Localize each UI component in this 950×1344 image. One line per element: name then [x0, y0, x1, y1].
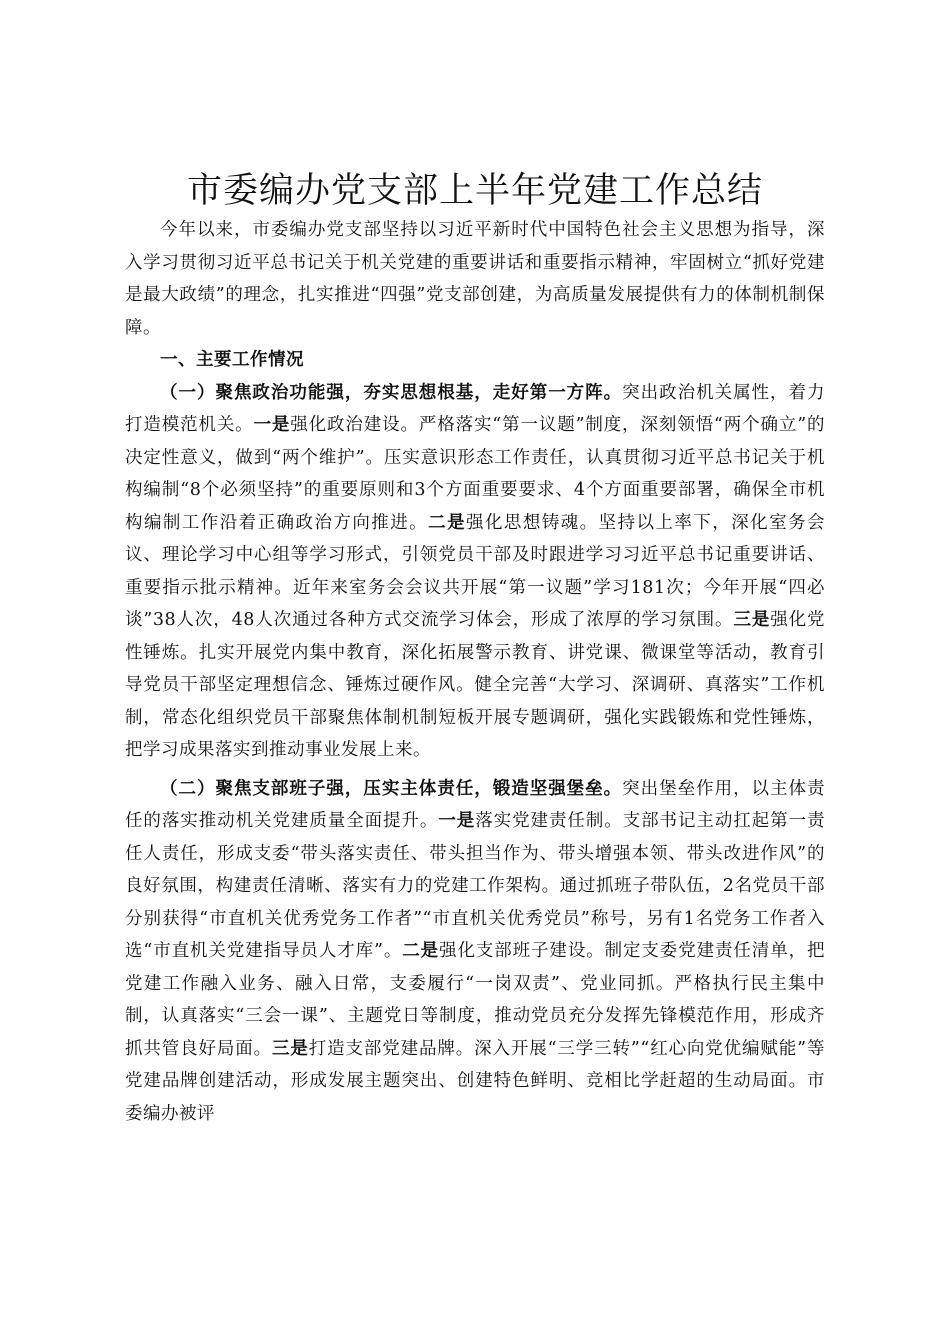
document-title: 市委编办党支部上半年党建工作总结 [186, 171, 763, 211]
document-body [125, 168, 825, 1130]
paragraph-branch-leadership [125, 773, 825, 1131]
point-marker-third: 三是 [733, 610, 771, 630]
intro-paragraph: 今年以来，市委编办党支部坚持以习近平新时代中国特色社会主义思想为指导，深入学习贯彻习近平总书记关于机关党建的重要讲话和重要指示精神，牢固树立“抓好党建是最大政绩”的理念，扎实推进“四强”党支部创建，为高质量发展提供有力的体制机制保障。 [125, 220, 825, 338]
paragraph-text: 强化党性锤炼。扎实开展党内集中教育，深化拓展警示教育、讲党课、微课堂等活动，教育引导党员干部坚定理想信念、锤炼过硬作风。健全完善“大学习、深调研、真落实”工作机制，常态化组织党员干部聚焦体制机制短板开展专题调研，强化实践锻炼和党性锤炼，把学习成果落实到推动事业发展上来。 [125, 610, 826, 760]
paragraph-text: 落实党建责任制。支部书记主动扛起第一责任人责任，形成支委“带头落实责任、带头担当作为、带头增强本领、带头改进作风”的良好氛围，构建责任清晰、落实有力的党建工作架构。通过抓班子带队伍，2名党员干部分别获得“市直机关优秀党务工作者”“市直机关优秀党员”称号，另有1名党务工作者入选“市直机关党建指导员人才库”。 [125, 811, 826, 961]
paragraph-text: 突出堡垒作用，以主体责任的落实推动机关党建质量全面提升。 [125, 778, 826, 831]
point-marker-third: 三是 [272, 1038, 309, 1059]
section-heading-main-work: 一、主要工作情况 [160, 350, 304, 370]
paragraph-text: 强化支部班子建设。制定支委党建责任清单，把党建工作融入业务、融入日常，支委履行“一岗双责”、党业同抓。严格执行民主集中制，认真落实“三会一课”、主题党日等制度，推动党员充分发挥先锋模范作用，形成齐抓共管良好局面。 [125, 941, 825, 1059]
paragraph-text: 强化思想铸魂。坚持以上率下，深化室务会议、理论学习中心组等学习形式，引领党员干部及时跟进学习习近平总书记重要讲话、重要指示批示精神。近年来室务会会议共开展“第一议题”学习181次；今年开展“四必谈”38人次，48人次通过各种方式交流学习体会，形成了浓厚的学习氛围。 [125, 512, 826, 630]
subsection-lead-political: （一）聚焦政治功能强，夯实思想根基，走好第一方阵。 [160, 382, 623, 403]
paragraph-political-function [125, 377, 825, 767]
point-marker-first: 一是 [438, 811, 476, 831]
point-marker-second: 二是 [428, 512, 467, 533]
paragraph-text: 强化政治建设。严格落实“第一议题”制度，深刻领悟“两个确立”的决定性意义，做到“两个维护”。压实意识形态工作责任，认真贯彻习近平总书记关于机构编制“8个必须坚持”的重要原则和3个方面重要要求、4个方面重要部署，确保全市机构编制工作沿着正确政治方向推进。 [125, 415, 826, 533]
subsection-lead-branch: （二）聚焦支部班子强，压实主体责任，锻造坚强堡垒。 [160, 778, 623, 799]
point-marker-first: 一是 [253, 415, 291, 435]
paragraph-text: 突出政治机关属性，着力打造模范机关。 [125, 382, 826, 435]
paragraph-text: 打造支部党建品牌。深入开展“三学三转”“红心向党优编赋能”等党建品牌创建活动，形成发展主题突出、创建特色鲜明、竞相比学赶超的生动局面。市委编办被评 [125, 1038, 825, 1124]
point-marker-second: 二是 [402, 941, 440, 961]
